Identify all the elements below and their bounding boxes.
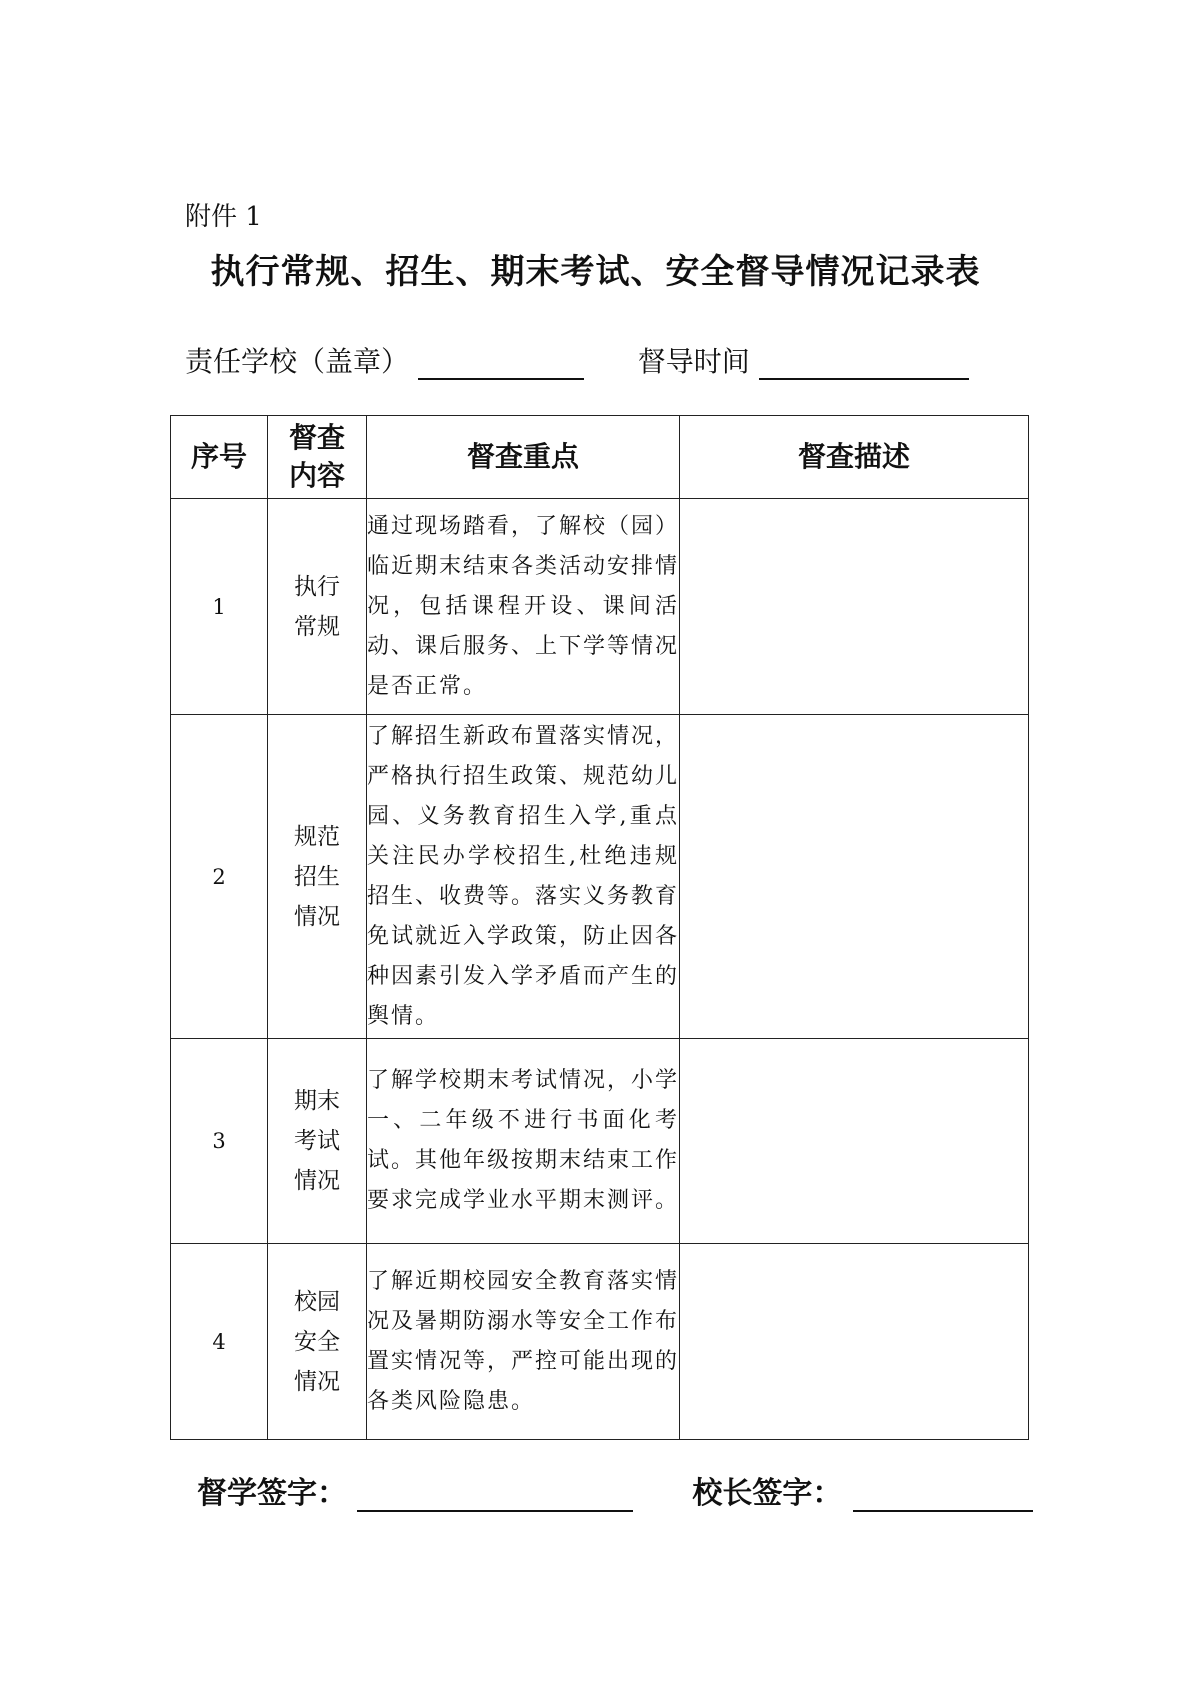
row-description[interactable]	[680, 499, 1029, 715]
row-topic-line: 情况	[294, 1168, 340, 1194]
school-blank[interactable]	[418, 350, 584, 380]
time-label: 督导时间	[637, 345, 750, 378]
meta-row	[185, 340, 969, 380]
supervisor-label: 督学签字：	[197, 1476, 347, 1511]
row-description[interactable]	[680, 1039, 1029, 1244]
row-no: 1	[171, 499, 268, 715]
row-description[interactable]	[680, 1244, 1029, 1440]
row-focus: 了解招生新政布置落实情况，严格执行招生政策、规范幼儿园、义务教育招生入学,重点关注民办学校招生,杜绝违规招生、收费等。落实义务教育免试就近入学政策，防止因各种因素引发入学矛盾而产生的舆情。	[367, 715, 680, 1039]
row-topic	[268, 499, 367, 715]
row-topic-line: 安全	[294, 1328, 340, 1355]
row-topic-line: 招生	[294, 863, 340, 890]
row-no: 3	[171, 1039, 268, 1244]
col-header-topic	[268, 416, 367, 499]
row-topic-line: 期末	[294, 1088, 340, 1114]
row-topic	[268, 1039, 367, 1244]
record-table	[170, 415, 1029, 1440]
row-topic	[268, 715, 367, 1039]
principal-signature-blank[interactable]	[853, 1480, 1033, 1512]
row-focus: 通过现场踏看，了解校（园）临近期末结束各类活动安排情况，包括课程开设、课间活动、课后服务、上下学等情况是否正常。	[367, 499, 680, 715]
row-topic-line: 情况	[294, 903, 340, 930]
principal-label: 校长签字：	[692, 1476, 843, 1511]
col-header-description: 督查描述	[680, 416, 1029, 499]
signature-row	[197, 1468, 1033, 1512]
row-topic-line: 执行	[294, 573, 340, 600]
row-topic-line: 规范	[294, 823, 340, 850]
attachment-label: 附件 1	[185, 202, 262, 232]
row-topic	[268, 1244, 367, 1440]
col-header-no: 序号	[171, 416, 268, 499]
table-row	[171, 1244, 1029, 1440]
row-focus: 了解近期校园安全教育落实情况及暑期防溺水等安全工作布置实情况等，严控可能出现的各类风险隐患。	[367, 1244, 680, 1440]
table-row	[171, 715, 1029, 1039]
table-row	[171, 1039, 1029, 1244]
table-header-row	[171, 416, 1029, 499]
row-topic-line: 常规	[294, 613, 340, 640]
time-blank[interactable]	[759, 350, 969, 380]
col-header-focus: 督查重点	[367, 416, 680, 499]
row-topic-line: 情况	[294, 1368, 340, 1395]
row-no: 2	[171, 715, 268, 1039]
supervisor-signature-blank[interactable]	[357, 1480, 633, 1512]
school-label: 责任学校（盖章）	[185, 345, 410, 378]
page-title: 执行常规、招生、期末考试、安全督导情况记录表	[210, 252, 981, 292]
row-topic-line: 校园	[294, 1288, 340, 1315]
col-header-topic-text: 督查内容	[288, 421, 345, 492]
row-description[interactable]	[680, 715, 1029, 1039]
row-topic-line: 考试	[294, 1128, 340, 1154]
row-focus: 了解学校期末考试情况，小学一、二年级不进行书面化考试。其他年级按期末结束工作要求完成学业水平期末测评。	[367, 1039, 680, 1244]
row-no: 4	[171, 1244, 268, 1440]
table-row	[171, 499, 1029, 715]
